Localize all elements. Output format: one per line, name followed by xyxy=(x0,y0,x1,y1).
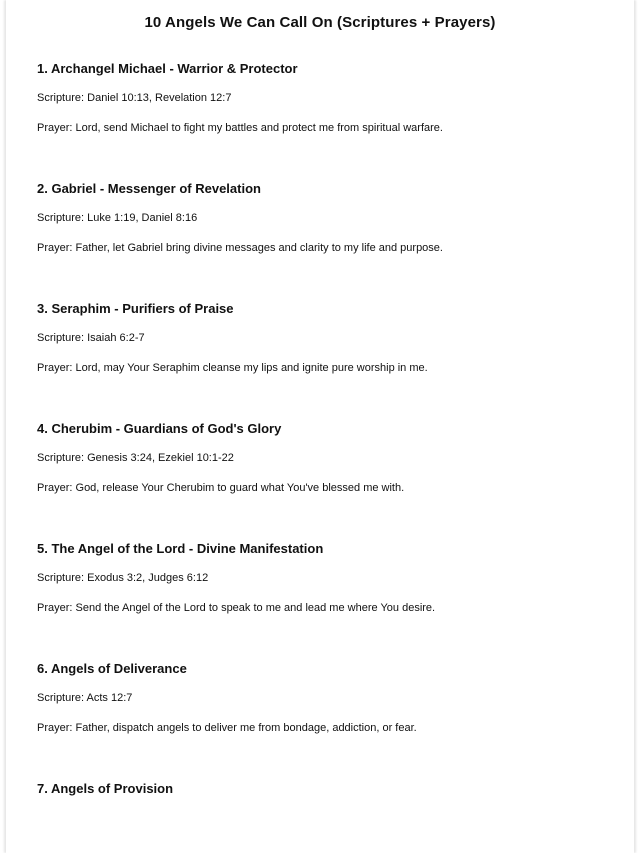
section-scripture: Scripture: Genesis 3:24, Ezekiel 10:1-22 xyxy=(37,452,234,464)
angel-section-1 xyxy=(37,61,617,134)
section-prayer: Prayer: Father, let Gabriel bring divine messages and clarity to my life and purpose. xyxy=(37,242,443,254)
section-heading: 5. The Angel of the Lord - Divine Manifestation xyxy=(37,541,324,556)
section-heading: 7. Angels of Provision xyxy=(37,781,174,796)
angel-section-3 xyxy=(37,301,617,374)
section-prayer: Prayer: Father, dispatch angels to deliver me from bondage, addiction, or fear. xyxy=(37,722,417,734)
angel-section-4 xyxy=(37,421,617,494)
section-scripture: Scripture: Isaiah 6:2-7 xyxy=(37,332,145,344)
angel-section-5 xyxy=(37,541,617,614)
section-heading: 2. Gabriel - Messenger of Revelation xyxy=(37,181,261,196)
section-prayer: Prayer: Send the Angel of the Lord to speak to me and lead me where You desire. xyxy=(37,602,436,614)
section-heading: 6. Angels of Deliverance xyxy=(37,661,187,676)
angel-section-2 xyxy=(37,181,617,254)
document-title: 10 Angels We Can Call On (Scriptures + Prayers) xyxy=(144,14,496,31)
section-heading: 4. Cherubim - Guardians of God's Glory xyxy=(37,421,282,436)
section-heading: 1. Archangel Michael - Warrior & Protector xyxy=(37,61,298,76)
section-scripture: Scripture: Acts 12:7 xyxy=(37,692,133,704)
section-prayer: Prayer: God, release Your Cherubim to guard what You've blessed me with. xyxy=(37,482,405,494)
section-heading: 3. Seraphim - Purifiers of Praise xyxy=(37,301,234,316)
angel-section-6 xyxy=(37,661,617,734)
section-prayer: Prayer: Lord, may Your Seraphim cleanse my lips and ignite pure worship in me. xyxy=(37,362,428,374)
section-scripture: Scripture: Daniel 10:13, Revelation 12:7 xyxy=(37,92,232,104)
section-prayer: Prayer: Lord, send Michael to fight my battles and protect me from spiritual warfare. xyxy=(37,122,443,134)
angel-section-7 xyxy=(37,781,617,797)
document-page xyxy=(6,0,634,853)
section-scripture: Scripture: Exodus 3:2, Judges 6:12 xyxy=(37,572,209,584)
section-scripture: Scripture: Luke 1:19, Daniel 8:16 xyxy=(37,212,198,224)
